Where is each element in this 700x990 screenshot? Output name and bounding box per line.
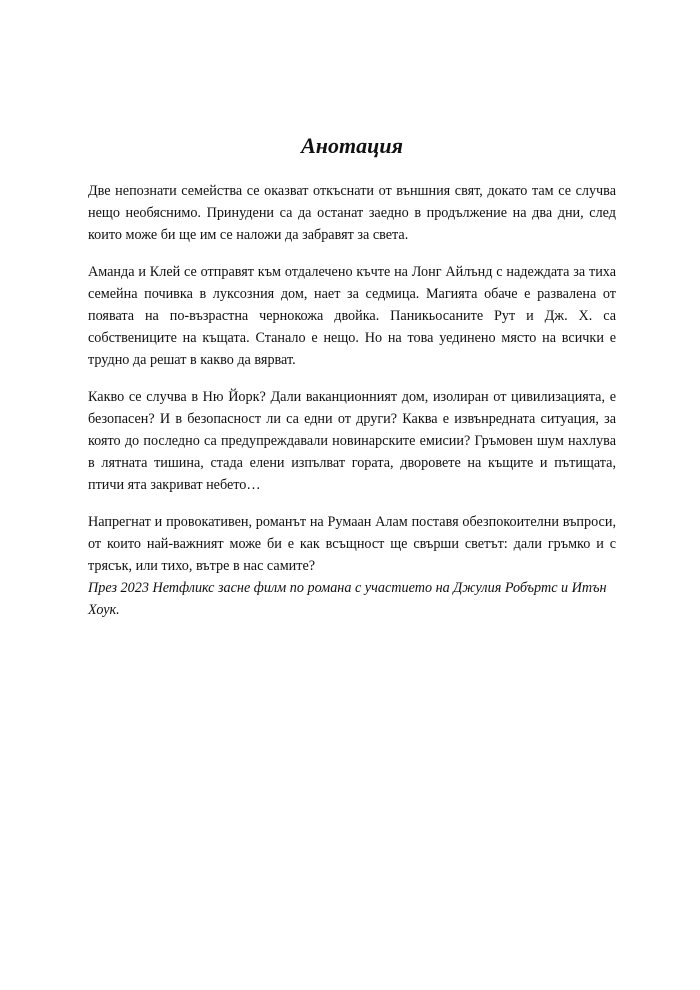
film-note: През 2023 Нетфликс засне филм по романа с участието на Джулия Робъртс и Итън Хоук. (88, 580, 607, 619)
paragraph-4: Напрегнат и провокативен, романът на Румаан Алам поставя обезпокоителни въпроси, от които най-важният може би е как всъщност ще свърши светът: дали гръмко и с трясък, или тихо, вътре в нас самите? (88, 513, 616, 575)
page-title: Анотация (301, 133, 403, 158)
paragraph-3: Какво се случва в Ню Йорк? Дали ваканционният дом, изолиран от цивилизацията, е безопасен? И в безопасност ли са едни от други? Каква е извънредната ситуация, за която до последно са предупреждавали новинарските емисии? Гръмовен шум нахлува в лятната тишина, стада елени изпълват гората, дворовете на къщите и пътищата, птичи ята закриват небето… (88, 388, 616, 494)
annotation-page (88, 132, 616, 622)
paragraph-1: Две непознати семейства се оказват откъснати от външния свят, докато там се случва нещо необяснимо. Принудени са да останат заедно в продължение на два дни, след които може би ще им се наложи да забравят за света. (88, 183, 616, 244)
paragraph-2: Аманда и Клей се отправят към отдалечено къчте на Лонг Айлънд с надеждата за тиха семейна почивка в луксозния дом, нает за седмица. Магията обаче е развалена от появата на по-възрастна чернокожа двойка. Паникьосаните Рут и Дж. Х. са собствениците на къщата. Станало е нещо. Но на това уединено място на всички е трудно да решат в какво да вярват. (88, 263, 616, 369)
